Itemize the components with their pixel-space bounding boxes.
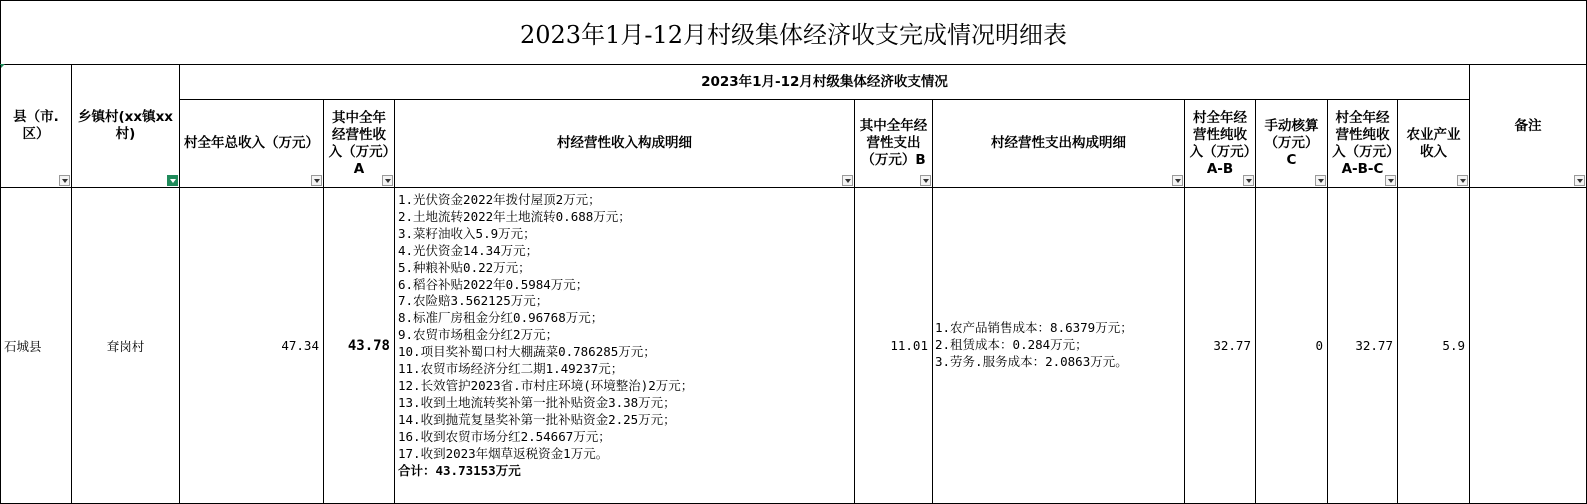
active-filter-icon[interactable]	[167, 175, 178, 186]
cell-expense-detail[interactable]	[933, 188, 1185, 504]
header-total-income-label: 村全年总收入（万元）	[184, 135, 319, 151]
filter-dropdown-icon[interactable]	[1243, 175, 1254, 186]
filter-dropdown-icon[interactable]	[311, 175, 322, 186]
filter-dropdown-icon[interactable]	[1574, 175, 1585, 186]
header-county	[0, 65, 72, 188]
income-item: 1.光伏资金2022年拨付屋顶2万元；	[398, 192, 601, 207]
cell-total-income[interactable]: 47.34	[180, 188, 324, 504]
header-manual-adjust	[1256, 100, 1328, 188]
filter-dropdown-icon[interactable]	[59, 175, 70, 186]
income-item: 5.种粮补贴0.22万元；	[398, 259, 531, 275]
filter-dropdown-icon[interactable]	[1172, 175, 1183, 186]
income-item-list	[398, 192, 854, 463]
cell-manual-adjust[interactable]: 0	[1256, 188, 1328, 504]
header-operating-income-label: 其中全年经营性收入（万元）A	[328, 109, 390, 177]
expense-item-list	[935, 320, 1133, 371]
header-total-income	[180, 100, 324, 188]
income-item: 6.稻谷补贴2022年0.5984万元；	[398, 276, 589, 292]
header-net-income-label: 村全年经营性纯收入（万元）A-B	[1189, 109, 1251, 177]
income-item: 16.收到农贸市场分红2.54667万元；	[398, 428, 611, 444]
cell-operating-expense[interactable]: 11.01	[855, 188, 933, 504]
income-item: 4.光伏资金14.34万元；	[398, 242, 539, 258]
header-manual-adjust-label: 手动核算（万元）C	[1264, 118, 1319, 168]
filter-dropdown-icon[interactable]	[920, 175, 931, 186]
header-agri-income	[1398, 100, 1470, 188]
header-net-income-adj-label: 村全年经营性纯收入（万元）A-B-C	[1332, 109, 1393, 177]
income-item: 17.收到2023年烟草返税资金1万元。	[398, 445, 609, 461]
filter-dropdown-icon[interactable]	[1385, 175, 1396, 186]
header-operating-income	[324, 100, 395, 188]
cell-net-income-adj[interactable]: 32.77	[1328, 188, 1398, 504]
group-header: 2023年1月-12月村级集体经济收支情况	[180, 65, 1470, 100]
cell-income-detail[interactable]	[395, 188, 855, 504]
income-total: 合计：43.73153万元	[398, 462, 521, 478]
header-operating-expense	[855, 100, 933, 188]
header-agri-income-label: 农业产业收入	[1406, 126, 1461, 160]
income-item: 8.标准厂房租金分红0.96768万元；	[398, 310, 604, 326]
header-village-label: 乡镇村(xx镇xx村)	[77, 109, 173, 142]
expense-item: 3.劳务.服务成本：2.0863万元。	[935, 353, 1128, 369]
filter-dropdown-icon[interactable]	[842, 175, 853, 186]
income-item: 2.土地流转2022年土地流转0.688万元；	[398, 208, 631, 224]
income-item: 14.收到抛荒复垦奖补第一批补贴资金2.25万元；	[398, 411, 676, 427]
header-operating-expense-label: 其中全年经营性支出（万元）B	[859, 118, 928, 168]
income-item: 11.农贸市场经济分红二期1.49237元；	[398, 361, 624, 377]
cell-net-income[interactable]: 32.77	[1185, 188, 1256, 504]
cell-county[interactable]: 石城县	[0, 188, 72, 504]
expense-item: 1.农产品销售成本：8.6379万元；	[935, 320, 1133, 336]
income-item: 3.菜籽油收入5.9万元；	[398, 225, 536, 241]
header-county-label: 县（市.区）	[13, 109, 59, 142]
expense-item: 2.租赁成本：0.284万元；	[935, 337, 1088, 353]
income-item: 12.长效管护2023省.市村庄环境(环境整治)2万元；	[398, 377, 694, 393]
filter-dropdown-icon[interactable]	[1315, 175, 1326, 186]
header-net-income	[1185, 100, 1256, 188]
header-expense-detail-label: 村经营性支出构成明细	[991, 135, 1126, 151]
header-income-detail	[395, 100, 855, 188]
cell-village[interactable]: 耷岗村	[72, 188, 180, 504]
income-item: 13.收到土地流转奖补第一批补贴资金3.38万元；	[398, 394, 676, 410]
header-expense-detail	[933, 100, 1185, 188]
income-item: 10.项目奖补蜀口村大棚蔬菜0.786285万元；	[398, 344, 656, 360]
cell-agri-income[interactable]: 5.9	[1398, 188, 1470, 504]
table-title: 2023年1月-12月村级集体经济收支完成情况明细表	[0, 0, 1587, 65]
income-item: 7.农险赔3.562125万元；	[398, 293, 549, 309]
cell-remark[interactable]	[1470, 188, 1587, 504]
filter-dropdown-icon[interactable]	[1457, 175, 1468, 186]
filter-dropdown-icon[interactable]	[382, 175, 393, 186]
header-income-detail-label: 村经营性收入构成明细	[557, 135, 692, 151]
header-remark-label: 备注	[1514, 117, 1542, 134]
header-net-income-adj	[1328, 100, 1398, 188]
header-remark	[1470, 65, 1587, 188]
income-item: 9.农贸市场租金分红2万元；	[398, 327, 559, 343]
header-village	[72, 65, 180, 188]
cell-operating-income[interactable]: 43.78	[324, 188, 395, 504]
